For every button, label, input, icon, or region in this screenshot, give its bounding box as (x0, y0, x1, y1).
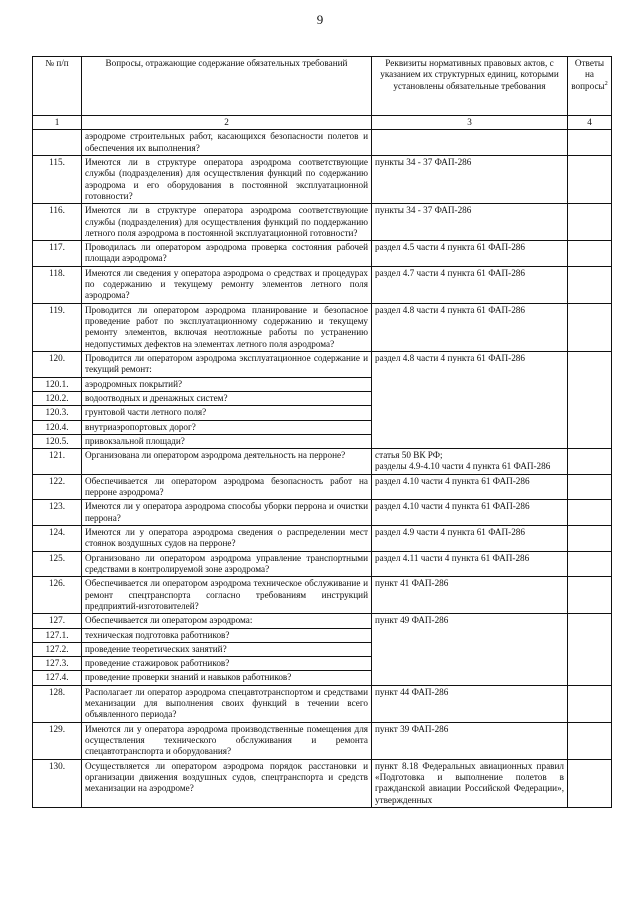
row-number: 115. (33, 155, 82, 203)
row-question: Обеспечивается ли оператором аэродрома безопасность работ на перроне аэродрома? (82, 474, 372, 500)
row-answer (568, 303, 612, 351)
row-number: 120.2. (33, 391, 82, 405)
row-reference: раздел 4.5 части 4 пункта 61 ФАП-286 (372, 241, 568, 267)
row-question: Имеются ли в структуре оператора аэродрома соответствующие службы (подразделения) для осуществления функций по содержанию аэродрома и его оборудования в постоянной эксплуатационной готовности? (82, 155, 372, 203)
row-answer (568, 204, 612, 241)
row-number: 120. (33, 351, 82, 377)
row-number: 117. (33, 241, 82, 267)
header-questions: Вопросы, отражающие содержание обязательных требований (82, 57, 372, 116)
row-question: проведение стажировок работников? (82, 657, 372, 671)
column-number: 2 (82, 116, 372, 130)
row-question: Имеются ли у оператора аэродрома производственные помещения для осуществления технического обслуживания и ремонта спецавтотранспорта и оборудования? (82, 722, 372, 759)
table-row (33, 241, 612, 267)
row-question: Проводилась ли оператором аэродрома проверка состояния рабочей площади аэродрома? (82, 241, 372, 267)
row-answer (568, 722, 612, 759)
row-reference: пункт 44 ФАП-286 (372, 685, 568, 722)
column-number: 3 (372, 116, 568, 130)
row-question: грунтовой части летного поля? (82, 406, 372, 420)
row-answer (568, 241, 612, 267)
row-number: 121. (33, 449, 82, 475)
row-question: аэродроме строительных работ, касающихся безопасности полетов и обеспечения их выполнения? (82, 130, 372, 156)
row-question: Организовано ли оператором аэродрома управление транспортными средствами в контролируемой зоне аэродрома? (82, 551, 372, 577)
column-number: 1 (33, 116, 82, 130)
table-row (33, 204, 612, 241)
row-question: водоотводных и дренажных систем? (82, 391, 372, 405)
row-reference-line: статья 50 ВК РФ; (375, 450, 443, 461)
requirements-table (32, 56, 612, 808)
row-question: проведение проверки знаний и навыков работников? (82, 671, 372, 685)
row-number: 128. (33, 685, 82, 722)
row-question: Имеются ли в структуре оператора аэродрома соответствующие службы (подразделения) для осуществления функций по поддержанию летного поля аэродрома в постоянной эксплуатационной готовности? (82, 204, 372, 241)
table-row (33, 351, 612, 377)
row-answer (568, 577, 612, 614)
row-question: Обеспечивается ли оператором аэродрома техническое обслуживание и ремонт спецтранспорта согласно требованиям инструкций предприятий-изготовителей? (82, 577, 372, 614)
row-reference (372, 449, 568, 475)
row-reference: раздел 4.8 части 4 пункта 61 ФАП-286 (372, 351, 568, 448)
table-row (33, 551, 612, 577)
row-reference: пункт 39 ФАП-286 (372, 722, 568, 759)
column-number: 4 (568, 116, 612, 130)
row-question: Располагает ли оператор аэродрома спецавтотранспортом и средствами механизации для выполнения своих функций в течении всего объявленного периода? (82, 685, 372, 722)
row-number: 123. (33, 500, 82, 526)
row-question: привокзальной площади? (82, 434, 372, 448)
row-question: Проводится ли оператором аэродрома эксплуатационное содержание и текущий ремонт: (82, 351, 372, 377)
row-number: 130. (33, 759, 82, 807)
row-reference-line: разделы 4.9-4.10 части 4 пункта 61 ФАП-286 (375, 461, 551, 472)
column-numbers-row (33, 116, 612, 130)
row-question: техническая подготовка работников? (82, 628, 372, 642)
row-answer (568, 155, 612, 203)
row-number: 120.1. (33, 377, 82, 391)
row-answer (568, 351, 612, 448)
row-question: внутриаэропортовых дорог? (82, 420, 372, 434)
row-answer (568, 685, 612, 722)
row-question: Обеспечивается ли оператором аэродрома: (82, 614, 372, 628)
row-answer (568, 449, 612, 475)
header-references: Реквизиты нормативных правовых актов, с указанием их структурных единиц, которыми установлены обязательные требования (372, 57, 568, 116)
row-number: 122. (33, 474, 82, 500)
table-row (33, 130, 612, 156)
table-row (33, 500, 612, 526)
page-number: 9 (316, 12, 324, 27)
table-row (33, 266, 612, 303)
table-row (33, 577, 612, 614)
table-row (33, 474, 612, 500)
row-number: 120.5. (33, 434, 82, 448)
table-row (33, 685, 612, 722)
row-number: 124. (33, 526, 82, 552)
row-number (33, 130, 82, 156)
row-reference: раздел 4.11 части 4 пункта 61 ФАП-286 (372, 551, 568, 577)
row-number: 116. (33, 204, 82, 241)
row-answer (568, 614, 612, 686)
row-number: 127.4. (33, 671, 82, 685)
row-answer (568, 266, 612, 303)
row-number: 120.4. (33, 420, 82, 434)
row-number: 127. (33, 614, 82, 628)
row-answer (568, 551, 612, 577)
row-reference: пункт 49 ФАП-286 (372, 614, 568, 686)
row-question: Имеются ли у оператора аэродрома способы уборки перрона и очистки перрона? (82, 500, 372, 526)
row-number: 127.1. (33, 628, 82, 642)
row-question: проведение теоретических занятий? (82, 642, 372, 656)
row-reference: раздел 4.8 части 4 пункта 61 ФАП-286 (372, 303, 568, 351)
table-row (33, 303, 612, 351)
row-answer (568, 526, 612, 552)
row-number: 127.3. (33, 657, 82, 671)
row-number: 118. (33, 266, 82, 303)
row-question: Осуществляется ли оператором аэродрома порядок расстановки и организации движения воздушных судов, спецтранспорта и средств механизации на аэродроме? (82, 759, 372, 807)
row-reference: раздел 4.10 части 4 пункта 61 ФАП-286 (372, 500, 568, 526)
row-reference: пункт 41 ФАП-286 (372, 577, 568, 614)
header-answers: Ответы на вопросы$^2$ (568, 57, 612, 116)
row-reference: пункты 34 - 37 ФАП-286 (372, 155, 568, 203)
row-reference (372, 130, 568, 156)
row-number: 127.2. (33, 642, 82, 656)
row-number: 126. (33, 577, 82, 614)
row-reference: пункт 8.18 Федеральных авиационных правил «Подготовка и выполнение полетов в гражданской авиации Российской Федерации», утвержденных (372, 759, 568, 807)
row-reference: пункты 34 - 37 ФАП-286 (372, 204, 568, 241)
row-answer (568, 474, 612, 500)
row-question: Проводится ли оператором аэродрома планирование и безопасное проведение работ по эксплуатационному содержанию и текущему ремонту элементов, включая неотложные работы по устранению недопустимых дефектов на элементах летного поля аэродрома? (82, 303, 372, 351)
table-row (33, 155, 612, 203)
row-question: Имеются ли у оператора аэродрома сведения о распределении мест стоянок воздушных судов на перроне? (82, 526, 372, 552)
row-answer (568, 500, 612, 526)
row-reference: раздел 4.9 части 4 пункта 61 ФАП-286 (372, 526, 568, 552)
table-header-row (33, 57, 612, 116)
row-number: 119. (33, 303, 82, 351)
table-row (33, 759, 612, 807)
row-answer (568, 759, 612, 807)
row-number: 125. (33, 551, 82, 577)
row-question: аэродромных покрытий? (82, 377, 372, 391)
row-question: Организована ли оператором аэродрома деятельность на перроне? (82, 449, 372, 475)
table-row (33, 449, 612, 475)
row-number: 120.3. (33, 406, 82, 420)
row-answer (568, 130, 612, 156)
table-row (33, 722, 612, 759)
row-reference: раздел 4.7 части 4 пункта 61 ФАП-286 (372, 266, 568, 303)
row-reference: раздел 4.10 части 4 пункта 61 ФАП-286 (372, 474, 568, 500)
table-row (33, 614, 612, 628)
row-number: 129. (33, 722, 82, 759)
table-row (33, 526, 612, 552)
header-number: № п/п (33, 57, 82, 116)
row-question: Имеются ли сведения у оператора аэродрома о средствах и процедурах по содержанию и текущему ремонту элементов летного поля аэродрома? (82, 266, 372, 303)
